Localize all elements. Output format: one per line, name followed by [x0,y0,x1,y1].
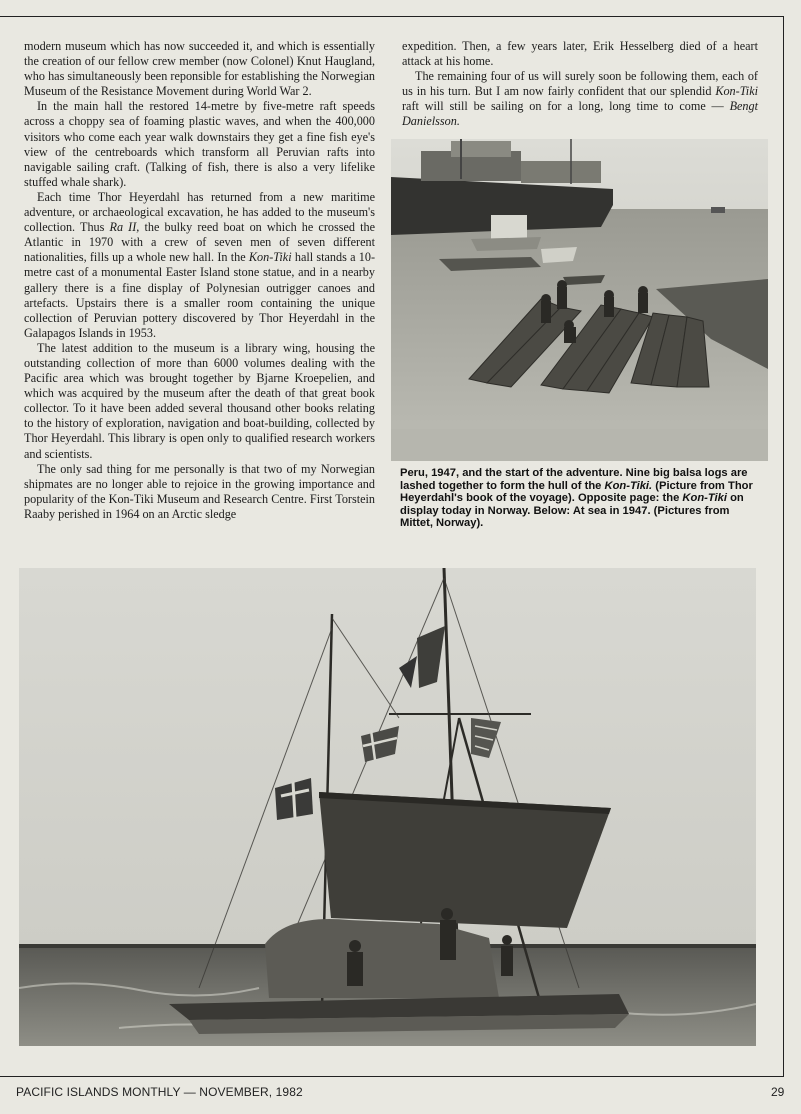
kon-tiki-at-sea-photo [19,568,756,1046]
author-signature: Bengt Danielsson. [402,99,759,129]
top-rule [0,16,783,17]
right-text-column [402,39,758,130]
kon-tiki-title: Kon-Tiki [682,492,727,505]
page-number: 29 [771,1085,785,1099]
raft-photo-graphic [391,139,768,461]
text-span: Each time Thor Heyerdahl has returned from a new maritime adventure, or archaeological excavation, he has added to the museum's collection. Thus [24,189,375,235]
left-paragraph-1: modern museum which has now succeeded it, and which is essentially the creation of our fellow crew member (now Colonel) Knut Haugland, who has simultaneously been reponsible for establishing the Norwegian Museum of the Resistance Movement during World War 2. [24,39,375,99]
text-span: Peru, 1947, and the start of the adventure. Nine big balsa logs are lashed together to form the hull of the [400,467,748,492]
kon-tiki-title: Kon-Tiki [715,84,758,99]
left-paragraph-3 [24,190,375,341]
text-span: (Picture from Thor Heyerdahl's book of the voyage). Opposite page: the [400,479,753,505]
photo-caption [400,467,760,530]
left-paragraph-5: The only sad thing for me personally is that two of my Norwegian shipmates are no longer able to rejoice in the growing importance and popularity of the Kon-Tiki Museum and Research Centre. First Torstein Raaby perished in 1964 on an Arctic sledge [24,461,375,521]
sailing-photo-graphic [19,568,756,1046]
kon-tiki-title: Kon-Tiki [248,250,292,265]
publication-footer: PACIFIC ISLANDS MONTHLY — NOVEMBER, 1982 [16,1085,303,1099]
right-rule [783,16,784,1076]
text-span: on display today in Norway. Below: At sea in 1947. (Pictures from Mittet, Norway). [400,492,744,530]
right-paragraph-1: expedition. Then, a few years later, Erik Hesselberg died of a heart attack at his home. [402,39,758,69]
left-text-column [24,39,375,522]
text-span: the bulky reed boat on which he crossed the Atlantic in 1970 with a crew of seven men of seven different nationalities, fills up a whole new hall. In the [24,220,375,265]
ra-ii-title: Ra II, [109,220,140,235]
left-paragraph-4: The latest addition to the museum is a library wing, housing the outstanding collection of more than 6000 volumes dealing with the Pacific area which was brought together by Bjarne Kroepelien, and which was acquired by the museum after the death of that great book collector. To it have been added several thousand other books relating to the history of exploration, navigation and boat-building, collected by Thor Heyerdahl. This library is open only to qualified research workers and scientists. [24,340,375,461]
text-span: hall stands a 10-metre cast of a monumental Easter Island stone statue, and in a nearby gallery there is a fine display of Polynesian outrigger canoes and artefacts. Upstairs there is a smaller room containing the unique collection of Peruvian pottery discovered by Thor Heyerdahl in the Galapagos Islands in 1953. [24,250,376,340]
right-paragraph-2 [402,69,758,129]
bottom-rule [0,1076,784,1077]
text-span: The remaining four of us will surely soon be following them, each of us in his turn. But I am now fairly confident that our splendid [402,69,758,99]
text-span: raft will still be sailing on for a long, long time to come — [402,99,724,114]
kon-tiki-title: Kon-Tiki. [604,479,653,492]
left-paragraph-2: In the main hall the restored 14-metre by five-metre raft speeds across a choppy sea of foaming plastic waves, and when the 400,000 visitors who come each year walk downstairs they get a fine fish eye's view of the centreboards which transform all Peruvian rafts into navigable sailing craft. (Talking of fish, there is also a very lifelike stuffed whale shark). [24,99,375,189]
raft-construction-photo [391,139,768,461]
